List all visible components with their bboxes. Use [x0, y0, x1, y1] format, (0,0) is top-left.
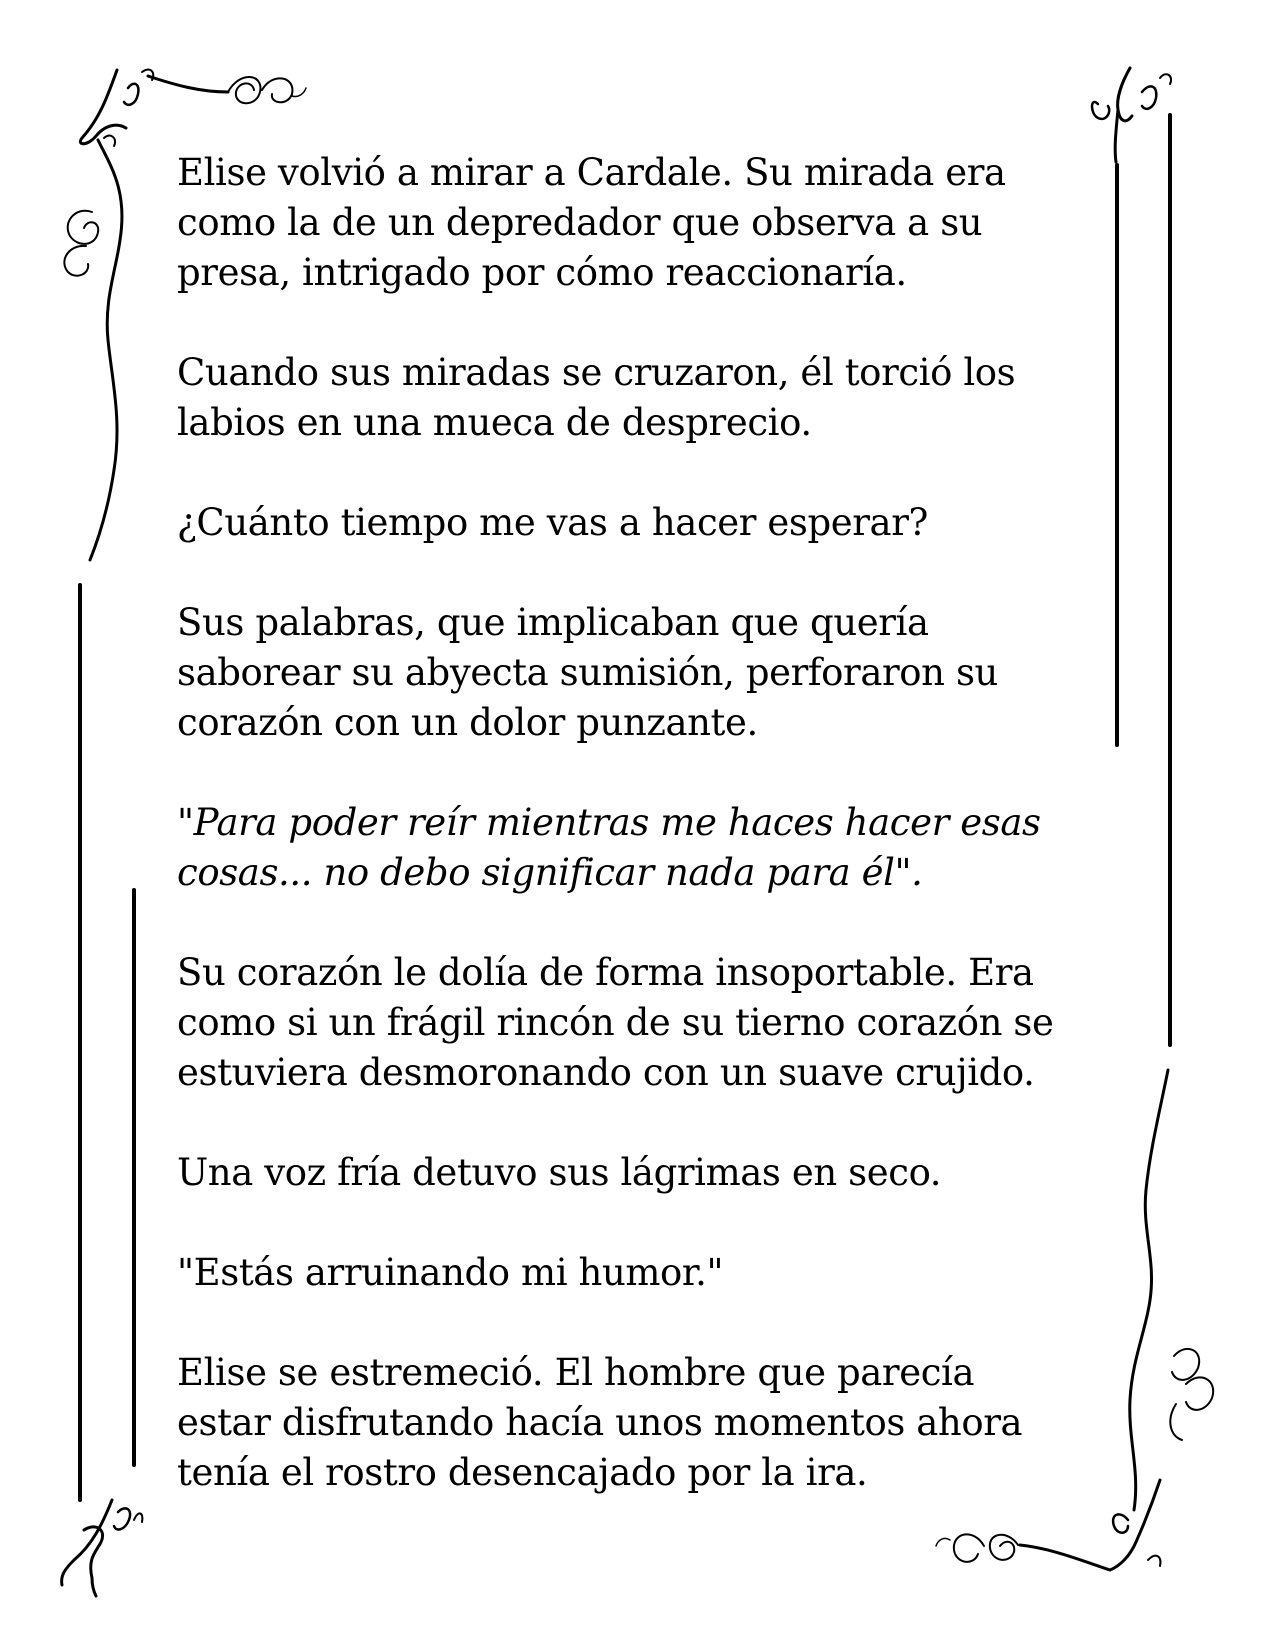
text-line: Elise se estremeció. El hombre que parecía — [177, 1351, 975, 1394]
paragraph — [177, 598, 1097, 748]
text-line: presa, intrigado por cómo reaccionaría. — [177, 251, 907, 294]
paragraph — [177, 798, 1097, 898]
text-line: Su corazón le dolía de forma insoportable. Era — [177, 951, 1034, 994]
text-line: tenía el rostro desencajado por la ira. — [177, 1451, 868, 1494]
paragraph — [177, 148, 1097, 298]
top-right-flourish — [1092, 68, 1171, 162]
paragraph — [177, 498, 1097, 548]
text-line: estuviera desmoronando con un suave crujido. — [177, 1051, 1035, 1094]
paragraph — [177, 348, 1097, 448]
text-line: "Para poder reír mientras me haces hacer esas — [177, 801, 1041, 844]
text-line: Una voz fría detuvo sus lágrimas en seco. — [177, 1151, 942, 1194]
text-line: labios en una mueca de desprecio. — [177, 401, 812, 444]
text-line: como si un frágil rincón de su tierno corazón se — [177, 1001, 1054, 1044]
text-line: Sus palabras, que implicaban que quería — [177, 601, 929, 644]
bottom-left-flourish — [62, 1500, 143, 1596]
story-text — [177, 148, 1097, 1548]
paragraph — [177, 948, 1097, 1098]
text-line: ¿Cuánto tiempo me vas a hacer esperar? — [177, 501, 928, 544]
text-line: Cuando sus miradas se cruzaron, él torció los — [177, 351, 1016, 394]
text-line: "Estás arruinando mi humor." — [177, 1251, 724, 1294]
paragraph — [177, 1148, 1097, 1198]
text-line: cosas... no debo significar nada para él". — [177, 851, 923, 894]
text-line: como la de un depredador que observa a su — [177, 201, 983, 244]
paragraph — [177, 1348, 1097, 1498]
text-line: Elise volvió a mirar a Cardale. Su mirada era — [177, 151, 1006, 194]
text-line: estar disfrutando hacía unos momentos ahora — [177, 1401, 1023, 1444]
paragraph — [177, 1248, 1097, 1298]
text-line: saborear su abyecta sumisión, perforaron su — [177, 651, 998, 694]
text-line: corazón con un dolor punzante. — [177, 701, 758, 744]
